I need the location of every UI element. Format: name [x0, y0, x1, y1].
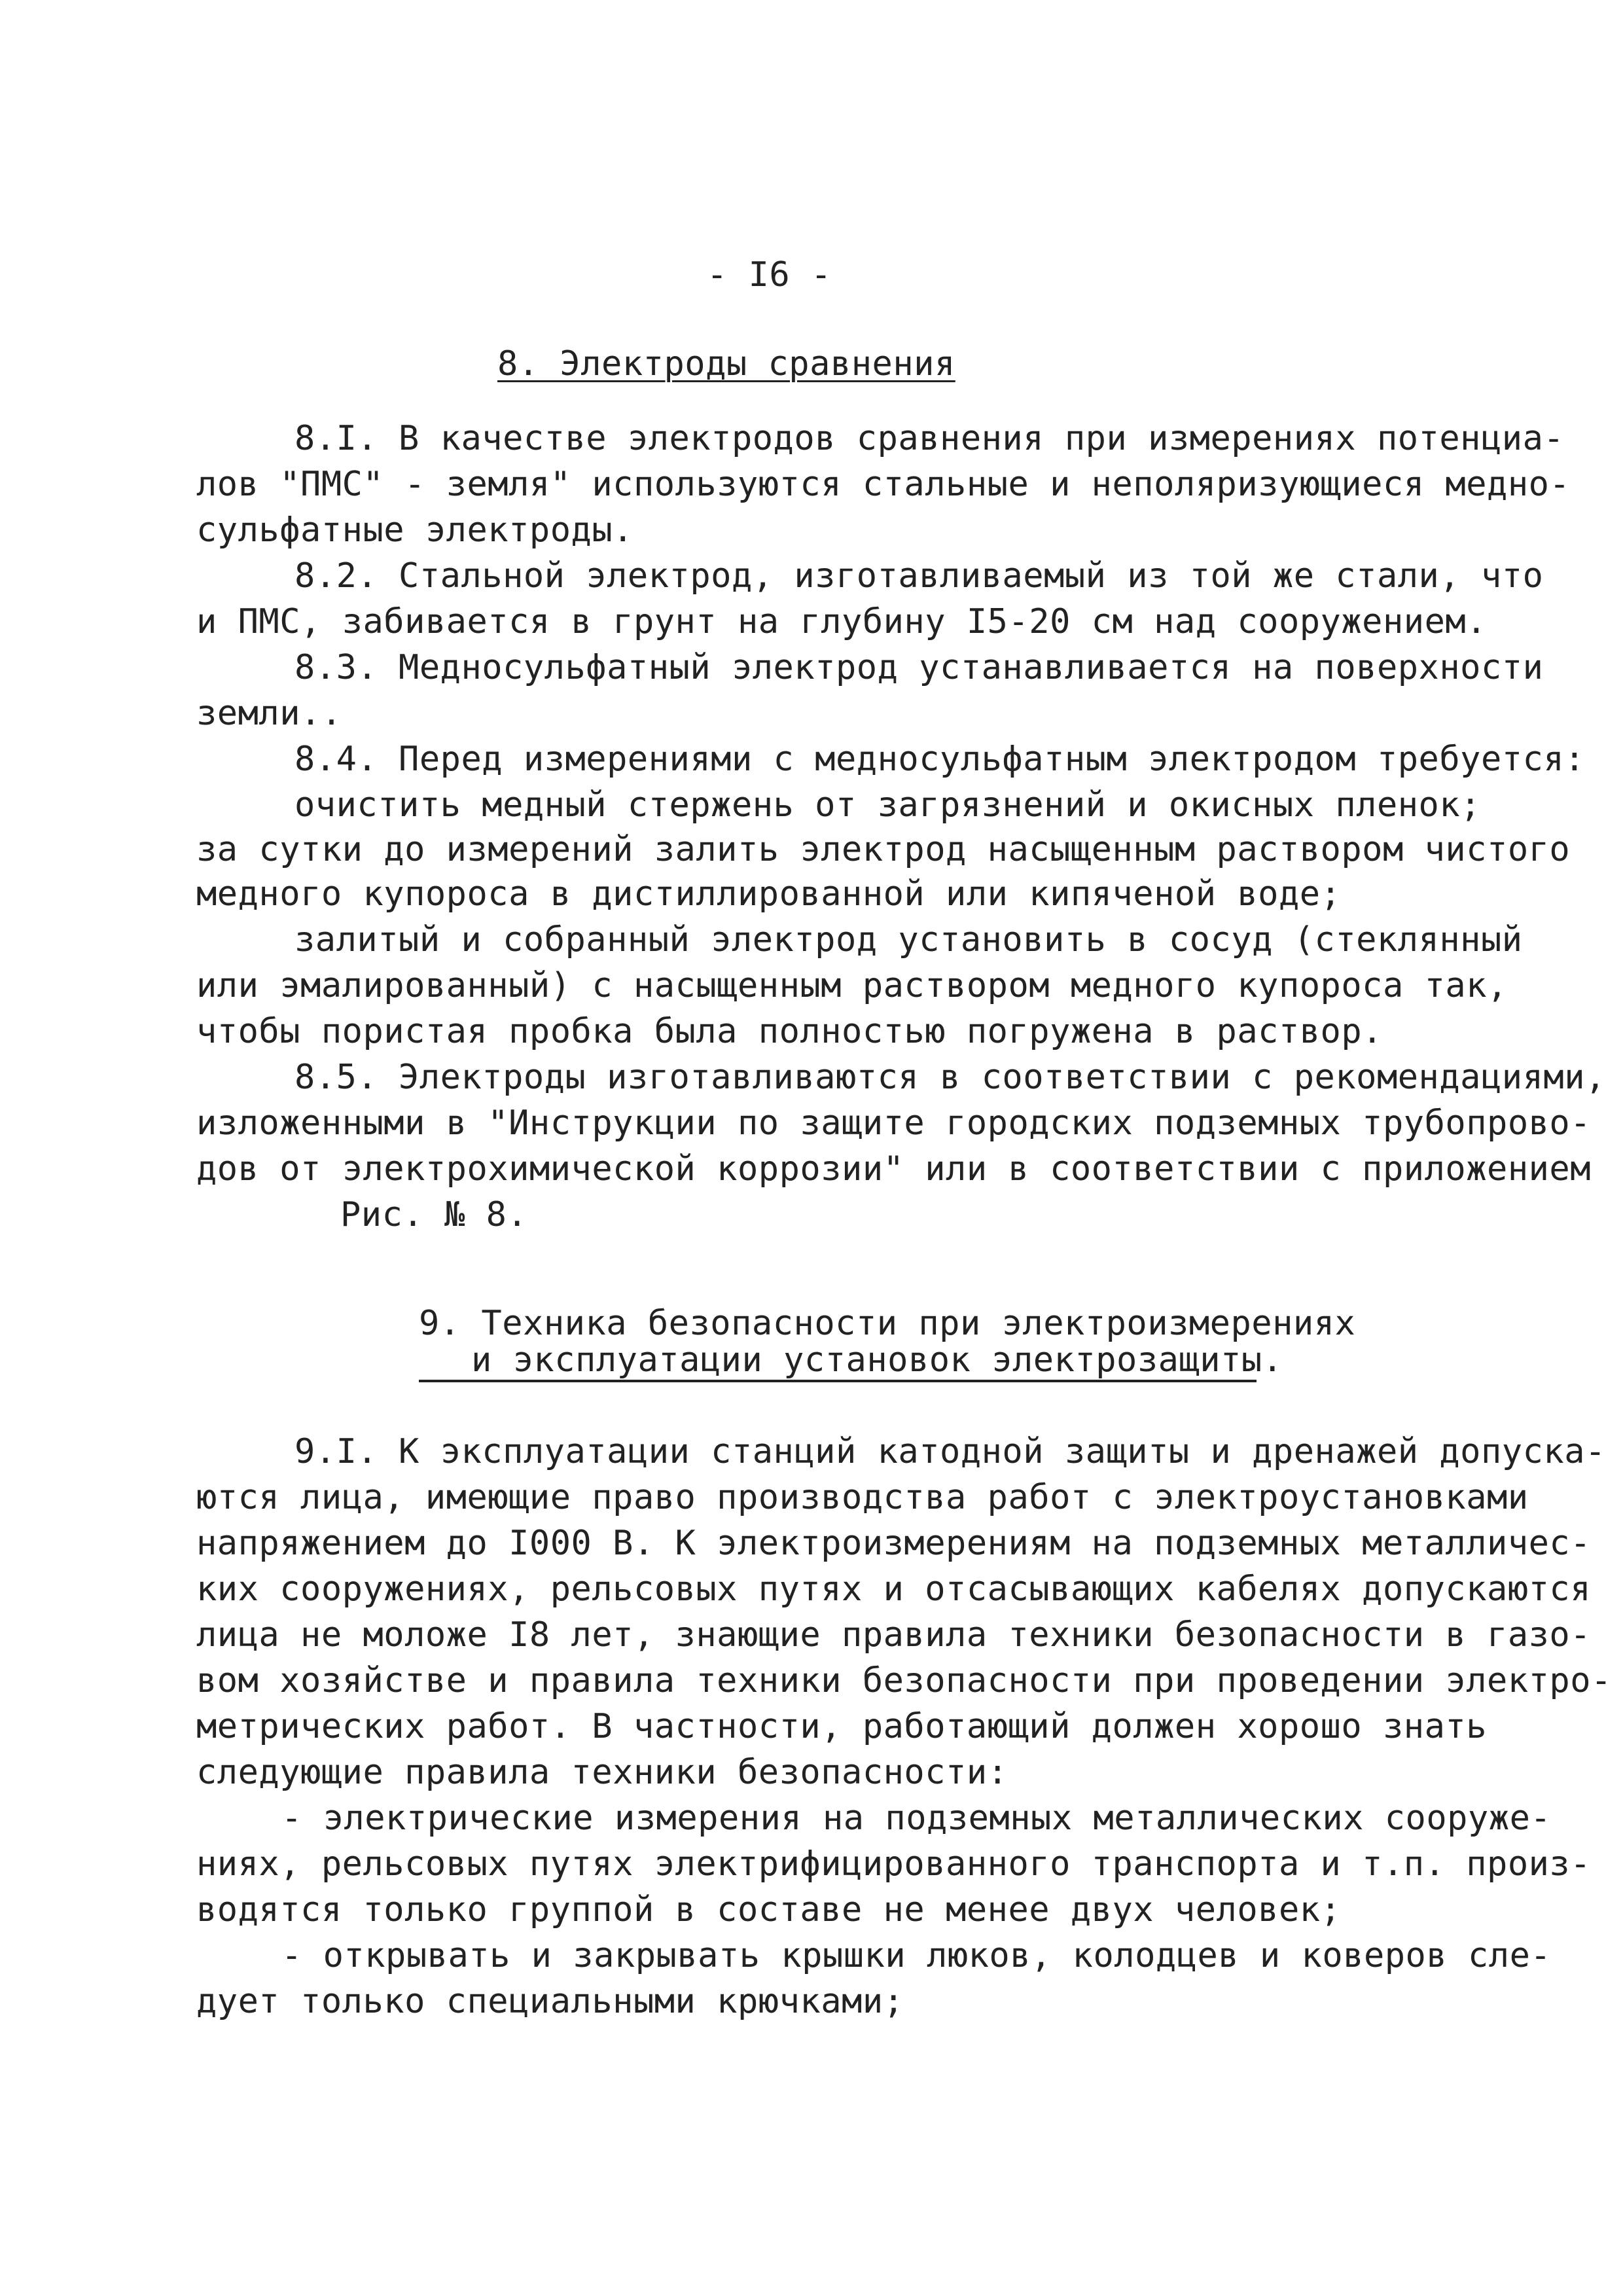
text-line: 8.2. Стальной электрод, изготавливаемый из той же стали, что: [294, 556, 1544, 596]
heading-underline: [419, 1380, 1257, 1382]
figure-reference: Рис. № 8.: [340, 1195, 528, 1234]
text-line: очистить медный стержень от загрязнений и окисных пленок;: [294, 785, 1481, 825]
text-line: ются лица, имеющие право производства работ с электроустановками: [196, 1478, 1529, 1517]
section-8-heading: 8. Электроды сравнения: [497, 344, 955, 384]
text-line: напряжением до I000 В. К электроизмерениям на подземных металличес-: [196, 1524, 1592, 1563]
text-line: залитый и собранный электрод установить в сосуд (стеклянный: [294, 920, 1523, 960]
text-line: или эмалированный) с насыщенным раствором медного купороса так,: [196, 966, 1508, 1005]
text-line: 8.4. Перед измерениями с медносульфатным электродом требуется:: [294, 740, 1586, 779]
text-line: 8.5. Электроды изготавливаются в соответствии с рекомендациями,: [294, 1058, 1606, 1097]
text-line: чтобы пористая пробка была полностью погружена в раствор.: [196, 1012, 1383, 1051]
text-line: дует только специальными крючками;: [196, 1982, 904, 2021]
section-9-heading-line-2: и эксплуатации установок электрозащиты.: [471, 1340, 1283, 1380]
text-line: за сутки до измерений залить электрод насыщенным раствором чистого: [196, 830, 1571, 869]
text-line: 9.I. К эксплуатации станций катодной защиты и дренажей допуска-: [294, 1432, 1606, 1471]
text-line: 8.I. В качестве электродов сравнения при измерениях потенциа-: [294, 419, 1565, 458]
text-line: и ПМС, забивается в грунт на глубину I5-20 см над сооружением.: [196, 602, 1488, 641]
list-item-text: - открывать и закрывать крышки люков, колодцев и коверов сле-: [281, 1936, 1552, 1975]
text-line: дов от электрохимической коррозии" или в соответствии с приложением: [196, 1149, 1592, 1189]
text-line: земли..: [196, 694, 342, 733]
text-line: медного купороса в дистиллированной или кипяченой воде;: [196, 874, 1342, 914]
text-line: ких сооружениях, рельсовых путях и отсасывающих кабелях допускаются: [196, 1570, 1592, 1609]
text-line: сульфатные электроды.: [196, 511, 633, 550]
page-number: - I6 -: [707, 255, 832, 295]
text-line: следующие правила техники безопасности:: [196, 1753, 1008, 1792]
text-line: лов "ПМС" - земля" используются стальные и неполяризующиеся медно-: [196, 465, 1571, 504]
text-line: лица не моложе I8 лет, знающие правила техники безопасности в газо-: [196, 1615, 1592, 1655]
text-line: 8.3. Медносульфатный электрод устанавливается на поверхности: [294, 648, 1544, 687]
text-line: метрических работ. В частности, работающий должен хорошо знать: [196, 1707, 1488, 1746]
text-line: изложенными в "Инструкции по защите городских подземных трубопрово-: [196, 1103, 1592, 1143]
text-line: вом хозяйстве и правила техники безопасности при проведении электро-: [196, 1661, 1612, 1700]
section-9-heading-line-1: 9. Техника безопасности при электроизмерениях: [419, 1304, 1356, 1343]
text-line: водятся только группой в составе не менее двух человек;: [196, 1890, 1342, 1929]
text-line: ниях, рельсовых путях электрифицированного транспорта и т.п. произ-: [196, 1844, 1592, 1884]
list-item-text: - электрические измерения на подземных металлических сооруже-: [281, 1799, 1552, 1838]
